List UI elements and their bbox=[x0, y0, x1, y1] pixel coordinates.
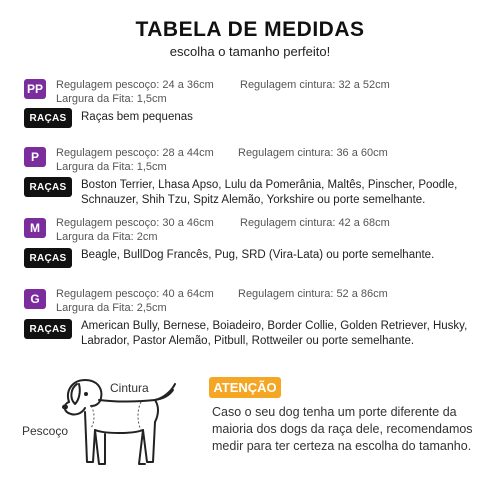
neck-range: Regulagem pescoço: 28 a 44cm bbox=[56, 147, 214, 159]
ribbon-width: Largura da Fita: 1,5cm bbox=[56, 161, 167, 173]
size-badge-p: P bbox=[24, 147, 46, 167]
neck-label: Pescoço bbox=[22, 424, 69, 438]
breeds-list: Boston Terrier, Lhasa Apso, Lulu da Pomerânia, Maltês, Pinscher, Poodle, Schnauzer, Shih Tzu, Spitz Alemão, Yorkshire ou porte semelhante. bbox=[81, 179, 458, 206]
attention-text: Caso o seu dog tenha um porte diferente da maioria dos dogs da raça dele, recomendamos medir para ter certeza na escolha do tamanho. bbox=[212, 405, 473, 453]
waist-label: Cintura bbox=[110, 381, 149, 395]
waist-range: Regulagem cintura: 36 a 60cm bbox=[238, 147, 388, 159]
racas-badge: RAÇAS bbox=[24, 177, 72, 197]
size-badge-m: M bbox=[24, 218, 46, 238]
ribbon-width: Largura da Fita: 2,5cm bbox=[56, 302, 167, 314]
page-subtitle: escolha o tamanho perfeito! bbox=[169, 44, 331, 59]
breeds-list: Raças bem pequenas bbox=[81, 111, 193, 123]
attention-badge: ATENÇÃO bbox=[209, 377, 281, 398]
size-badge-g: G bbox=[24, 289, 46, 309]
waist-range: Regulagem cintura: 32 a 52cm bbox=[240, 79, 390, 91]
waist-range: Regulagem cintura: 52 a 86cm bbox=[238, 288, 388, 300]
page-title: TABELA DE MEDIDAS bbox=[135, 18, 365, 41]
size-badge-pp: PP bbox=[24, 79, 46, 99]
neck-range: Regulagem pescoço: 24 a 36cm bbox=[56, 79, 214, 91]
neck-range: Regulagem pescoço: 30 a 46cm bbox=[56, 217, 214, 229]
neck-range: Regulagem pescoço: 40 a 64cm bbox=[56, 288, 214, 300]
racas-badge: RAÇAS bbox=[24, 248, 72, 268]
ribbon-width: Largura da Fita: 2cm bbox=[56, 231, 158, 243]
breeds-list: Beagle, BullDog Francês, Pug, SRD (Vira-Lata) ou porte semelhante. bbox=[81, 249, 435, 261]
waist-range: Regulagem cintura: 42 a 68cm bbox=[240, 217, 390, 229]
breeds-list: American Bully, Bernese, Boiadeiro, Border Collie, Golden Retriever, Husky, Labrador, Pastor Alemão, Pitbull, Rottweiler ou porte semelhante. bbox=[81, 320, 468, 347]
ribbon-width: Largura da Fita: 1,5cm bbox=[56, 93, 167, 105]
racas-badge: RAÇAS bbox=[24, 319, 72, 339]
racas-badge: RAÇAS bbox=[24, 108, 72, 128]
